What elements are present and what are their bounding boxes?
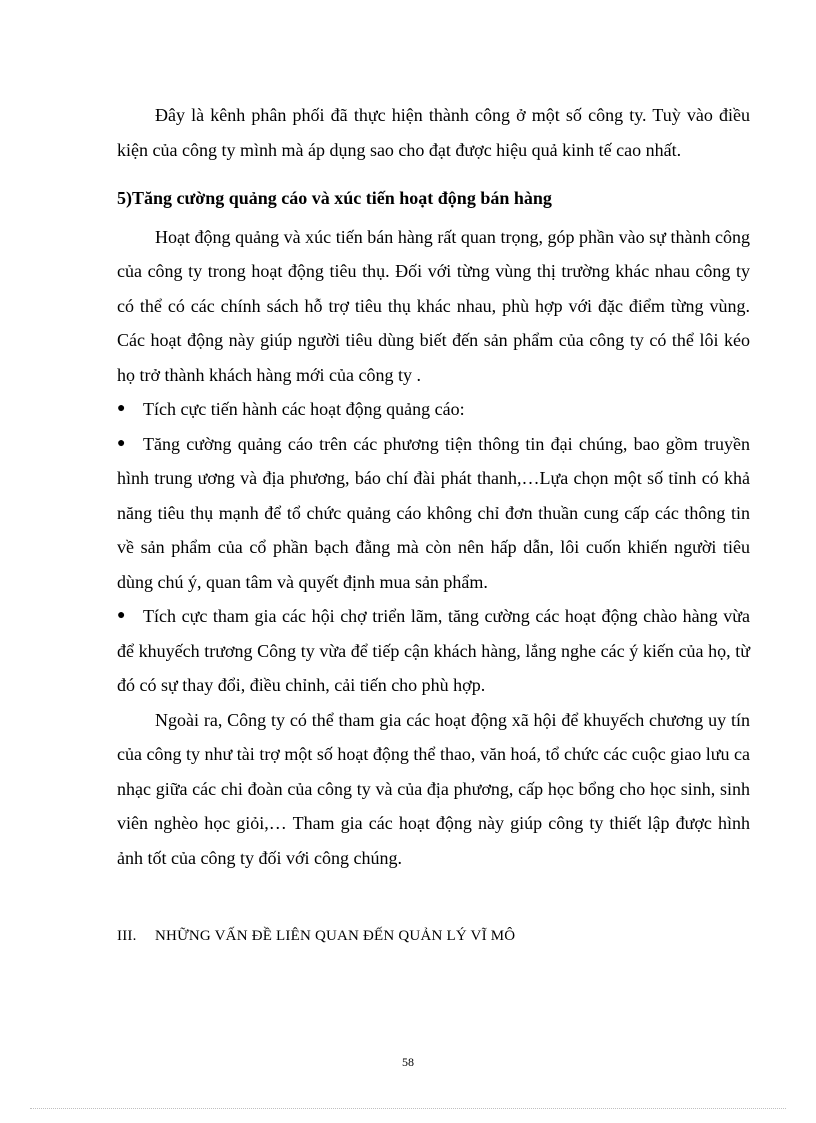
bullet-icon: ●	[117, 401, 126, 416]
bullet-text: Tăng cường quảng cáo trên các phương tiện thông tin đại chúng, bao gồm truyền hình trung ương và địa phương, báo chí đài phát thanh,…Lựa chọn một số tỉnh có khả năng tiêu thụ mạnh để tổ chức quảng cáo không chỉ đơn thuần cung cấp các thông tin về sản phẩm của cổ phần bạch đằng mà còn nên hấp dẫn, lôi cuốn khiến người tiêu dùng chú ý, quan tâm và quyết định mua sản phẩm.	[117, 433, 750, 592]
page-content	[117, 98, 750, 875]
page-number: 58	[402, 1055, 414, 1069]
section-heading: 5)Tăng cường quảng cáo và xúc tiến hoạt động bán hàng	[117, 188, 552, 208]
body-paragraph-1: Hoạt động quảng và xúc tiến bán hàng rất quan trọng, góp phần vào sự thành công của công ty trong hoạt động tiêu thụ. Đối với từng vùng thị trường khác nhau công ty có thể có các chính sách hỗ trợ tiêu thụ khác nhau, phù hợp với đặc điểm từng vùng. Các hoạt động này giúp người tiêu dùng biết đến sản phẩm của công ty có thể lôi kéo họ trở thành khách hàng mới của công ty .	[117, 226, 750, 385]
bullet-text: Tích cực tiến hành các hoạt động quảng cáo:	[143, 399, 465, 419]
bullet-item	[117, 427, 750, 600]
section-title-text: NHỮNG VẤN ĐỀ LIÊN QUAN ĐẾN QUẢN LÝ VĨ MÔ	[155, 928, 516, 944]
intro-paragraph: Đây là kênh phân phối đã thực hiện thành công ở một số công ty. Tuỳ vào điều kiện của công ty mình mà áp dụng sao cho đạt được hiệu quả kinh tế cao nhất.	[117, 105, 750, 160]
page-bottom-border	[30, 1108, 786, 1109]
bullet-icon: ●	[117, 608, 126, 623]
bullet-item	[117, 392, 750, 427]
section-number: III.	[117, 928, 137, 944]
bullet-icon: ●	[117, 435, 126, 451]
body-paragraph-2: Ngoài ra, Công ty có thể tham gia các hoạt động xã hội để khuyếch chương uy tín của công ty như tài trợ một số hoạt động thể thao, văn hoá, tổ chức các cuộc giao lưu ca nhạc giữa các chi đoàn của công ty và của địa phương, cấp học bổng cho học sinh, sinh viên nghèo học giỏi,… Tham gia các hoạt động này giúp công ty thiết lập được hình ảnh tốt của công ty đối với công chúng.	[117, 709, 750, 868]
bullet-text: Tích cực tham gia các hội chợ triển lãm, tăng cường các hoạt động chào hàng vừa để khuyếch trương Công ty vừa để tiếp cận khách hàng, lắng nghe các ý kiến của họ, từ đó có sự thay đổi, điều chỉnh, cải tiến cho phù hợp.	[117, 606, 750, 695]
bullet-item	[117, 599, 750, 703]
section-title	[117, 928, 515, 945]
